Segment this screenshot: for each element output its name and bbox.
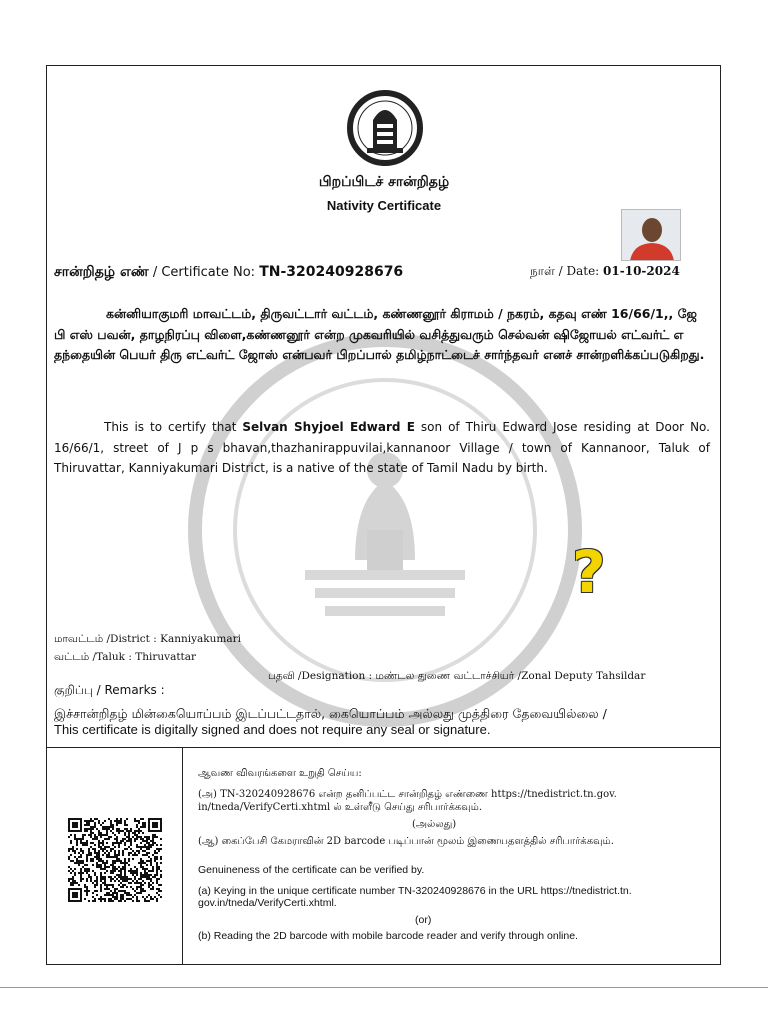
question-mark-icon: ? xyxy=(572,538,606,606)
digital-signature-note-english: This certificate is digitally signed and does not require any seal or signature. xyxy=(54,722,491,737)
verify-option-b-tamil: (ஆ) கைப்பேசி கேமராவின் 2D barcode படிப்பான் மூலம் இணையதளத்தில் சரிபார்க்கவும். xyxy=(198,836,614,847)
english-certification-paragraph xyxy=(54,417,710,479)
verify-or-english: (or) xyxy=(415,914,432,926)
section-divider xyxy=(47,747,720,748)
certificate-number-label-english: / Certificate No: xyxy=(152,265,256,280)
certificate-number-label-tamil: சான்றிதழ் எண் xyxy=(54,264,149,280)
verify-option-b-english: (b) Reading the 2D barcode with mobile barcode reader and verify through online. xyxy=(198,930,578,942)
verify-option-a-english: (a) Keying in the unique certificate number TN-320240928676 in the URL https://tnedistrict.tn. xyxy=(198,885,632,897)
certificate-date: 01-10-2024 xyxy=(603,264,680,278)
digital-signature-note-tamil: இச்சான்றிதழ் மின்கையொப்பம் இடப்பட்டதால், கையொப்பம் அல்லது முத்திரை தேவையில்லை / xyxy=(54,706,607,721)
tamilnadu-emblem-icon xyxy=(337,90,433,166)
taluk-field: வட்டம் /Taluk : Thiruvattar xyxy=(54,651,197,663)
certificate-date-row xyxy=(530,264,680,280)
verify-option-a-tamil-cont: in/tneda/VerifyCerti.xhtml ல் உள்ளீடு செய்து சரிபார்க்கவும். xyxy=(198,802,483,813)
certificate-number-row xyxy=(54,264,403,282)
holder-name: Selvan Shyjoel Edward E xyxy=(242,420,415,434)
certificate-title-english: Nativity Certificate xyxy=(326,198,442,213)
person-photo-icon xyxy=(622,210,681,261)
verify-or-tamil: (அல்லது) xyxy=(412,819,457,830)
verify-heading-english: Genuineness of the certificate can be verified by. xyxy=(198,864,425,876)
date-label: நாள் / Date: xyxy=(530,264,600,278)
english-text-body: son of Thiru Edward Jose residing at Door No. 16/66/1, street of J p s bhavan,thazhanirappuvilai,kannanoor Village / town of Kannanoor, Taluk of Thiruvattar, Kanniyakumari District, is a native of the state of Tamil Nadu by birth. xyxy=(54,420,710,475)
remarks-label: குறிப்பு / Remarks : xyxy=(54,683,165,697)
district-field: மாவட்டம் /District : Kanniyakumari xyxy=(54,633,241,645)
holder-photo xyxy=(621,209,681,261)
qr-code-icon[interactable] xyxy=(68,818,162,902)
designation-field: பதவி /Designation : மண்டல துணை வட்டாச்சியர் /Zonal Deputy Tahsildar xyxy=(268,670,646,682)
english-text-prefix: This is to certify that xyxy=(104,420,243,434)
certificate-number: TN-320240928676 xyxy=(259,264,404,280)
verify-option-a-tamil: (அ) TN-320240928676 என்ற தனிப்பட்ட சான்றிதழ் எண்ணை https://tnedistrict.tn.gov. xyxy=(198,789,617,800)
verify-option-a-english-cont: gov.in/tneda/VerifyCerti.xhtml. xyxy=(198,897,337,909)
tamil-certification-paragraph: கன்னியாகுமரி மாவட்டம், திருவட்டார் வட்டம், கண்ணனூர் கிராமம் / நகரம், கதவு எண் 16/66/1,, ஜே பி எஸ் பவன், தாழநிரப்பு விளை,கண்ணனூர் என்ற முகவரியில் வசித்துவரும் செல்வன் ஷிஜோயல் எட்வர்ட் எ தந்தையின் பெயர் திரு எட்வர்ட் ஜோஸ் என்பவர் பிறப்பால் தமிழ்நாட்டைச் சார்ந்தவர் எனச் சான்றளிக்கப்படுகிறது. xyxy=(54,306,705,362)
column-divider xyxy=(182,747,183,965)
certificate-title-tamil: பிறப்பிடச் சான்றிதழ் xyxy=(318,174,450,190)
page-bottom-rule xyxy=(0,987,768,988)
verify-heading-tamil: ஆவண விவரங்களை உறுதி செய்ய: xyxy=(198,768,362,779)
